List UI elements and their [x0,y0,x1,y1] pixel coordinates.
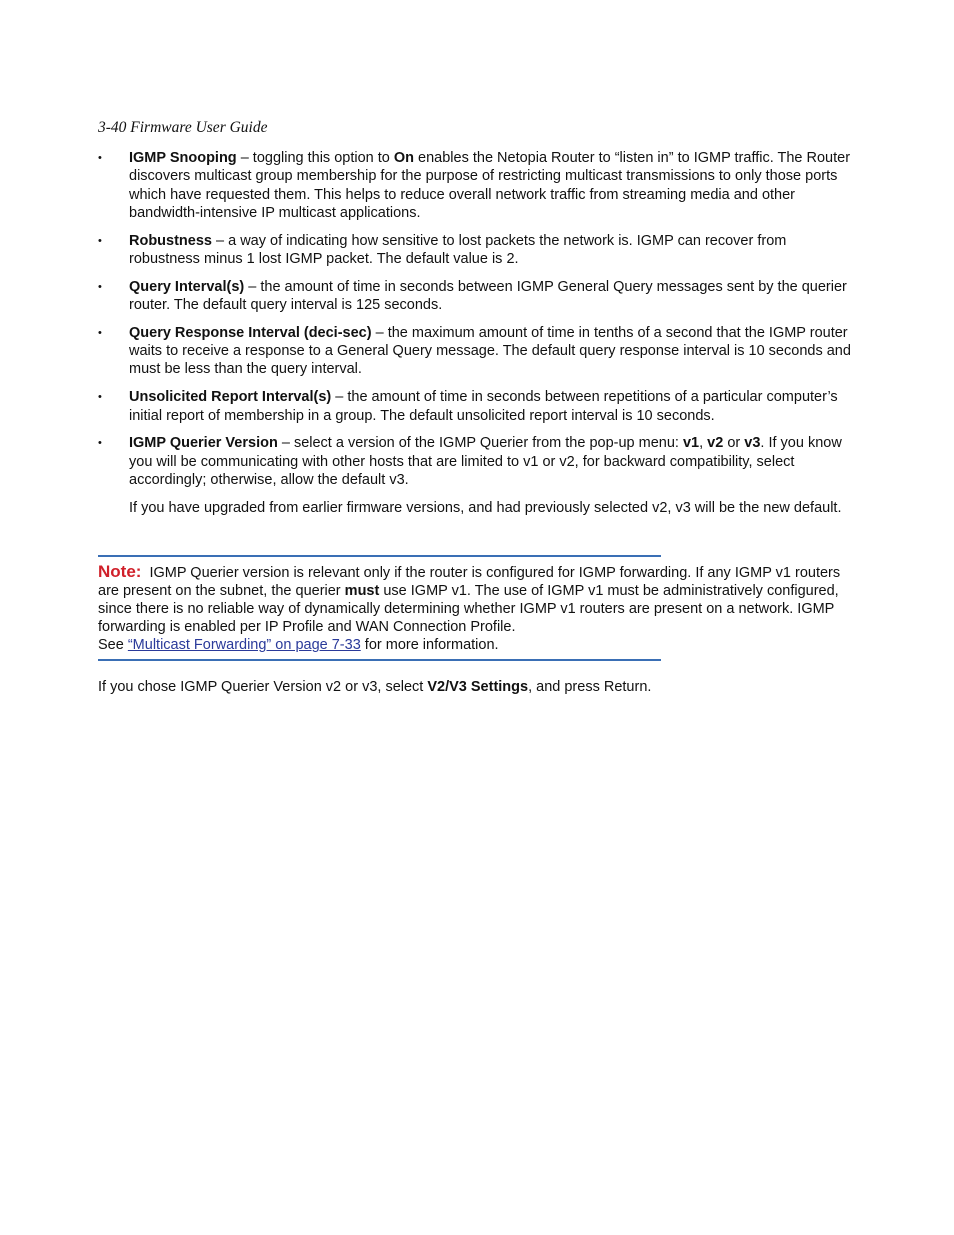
v2-v3-settings-term: V2/V3 Settings [427,679,529,695]
bullet-icon: • [98,152,102,164]
page-header: 3-40 Firmware User Guide [98,119,268,136]
description: – the maximum amount of time in tenths of a second that the IGMP router waits to receive a response to a General Query message. The default query response interval is 10 seconds and must be less than the query interval. [129,324,851,378]
note-text: IGMP Querier version is relevant only if the router is configured for IGMP forwarding. If any IGMP v1 routers are present on the subnet, the querier [98,565,841,600]
note-see: See [98,637,128,654]
bullet-icon: • [98,234,102,247]
note-emphasis: must [344,583,380,600]
multicast-forwarding-link[interactable]: “Multicast Forwarding” on page 7-33 [127,637,361,654]
note-label: Note: [98,562,142,581]
list-item-igmp-querier-version [98,434,858,489]
option-v1: v1 [682,435,700,452]
description: – toggling this option to [236,150,394,166]
list-item-query-response-interval [98,324,858,379]
bullet-icon: • [98,280,102,293]
option-v2: v2 [707,435,724,452]
note-block [98,563,858,654]
note-top-divider [98,555,661,557]
paragraph-text: If you chose IGMP Querier Version v2 or v3, select [98,679,428,695]
term: Query Response Interval (deci-sec) [129,324,372,341]
note-text: use IGMP v1. The use of IGMP v1 must be administratively configured, since there is no reliable way of dynamically determining whether IGMP v1 routers are present on a network. IGMP forwarding is enabled per IP Profile and WAN Connection Profile. [98,583,839,636]
description: – a way of indicating how sensitive to lost packets the network is. IGMP can recover from robustness minus 1 lost IGMP packet. The default value is 2. [129,232,787,267]
note-text: for more information. [360,637,499,654]
upgrade-note-paragraph: If you have upgraded from earlier firmware versions, and had previously selected v2, v3 will be the new default. [129,499,842,516]
description: – the amount of time in seconds between repetitions of a particular computer’s initial report of membership in a group. The default unsolicited report interval is 10 seconds. [129,389,838,424]
note-bottom-divider [98,659,661,661]
list-item-robustness [98,232,858,269]
option-list [98,149,858,517]
term: IGMP Snooping [129,150,237,166]
list-item-query-interval [98,278,858,315]
description: enables the Netopia Router to “listen in” to IGMP traffic. The Router discovers multicast group membership for the purpose of restricting multicast transmissions to only those ports which have requested them. This helps to reduce overall network traffic from streaming media and other bandwidth-intensive IP multicast applications. [129,150,851,221]
closing-paragraph [98,678,858,696]
description: , [699,435,708,452]
bullet-icon: • [98,326,102,339]
term: Unsolicited Report Interval(s) [129,389,332,406]
bullet-icon: • [98,391,102,404]
paragraph-text: , and press Return. [528,679,652,695]
description: – select a version of the IGMP Querier from the pop-up menu: [277,435,683,452]
description: . If you know you will be communicating with other hosts that are limited to v1 or v2, for backward compatibility, select accordingly; otherwise, allow the default v3. [129,435,842,488]
term: IGMP Querier Version [129,435,278,452]
term: Robustness [129,232,212,249]
term: Query Interval(s) [129,278,245,295]
bullet-icon: • [98,437,102,450]
description: – the amount of time in seconds between IGMP General Query messages sent by the querier router. The default query interval is 125 seconds. [129,278,847,314]
list-item-igmp-snooping [98,149,858,222]
option-v3: v3 [744,435,761,452]
description: or [723,435,745,452]
list-item-unsolicited-report-interval [98,388,858,425]
emphasis: On [393,150,415,166]
